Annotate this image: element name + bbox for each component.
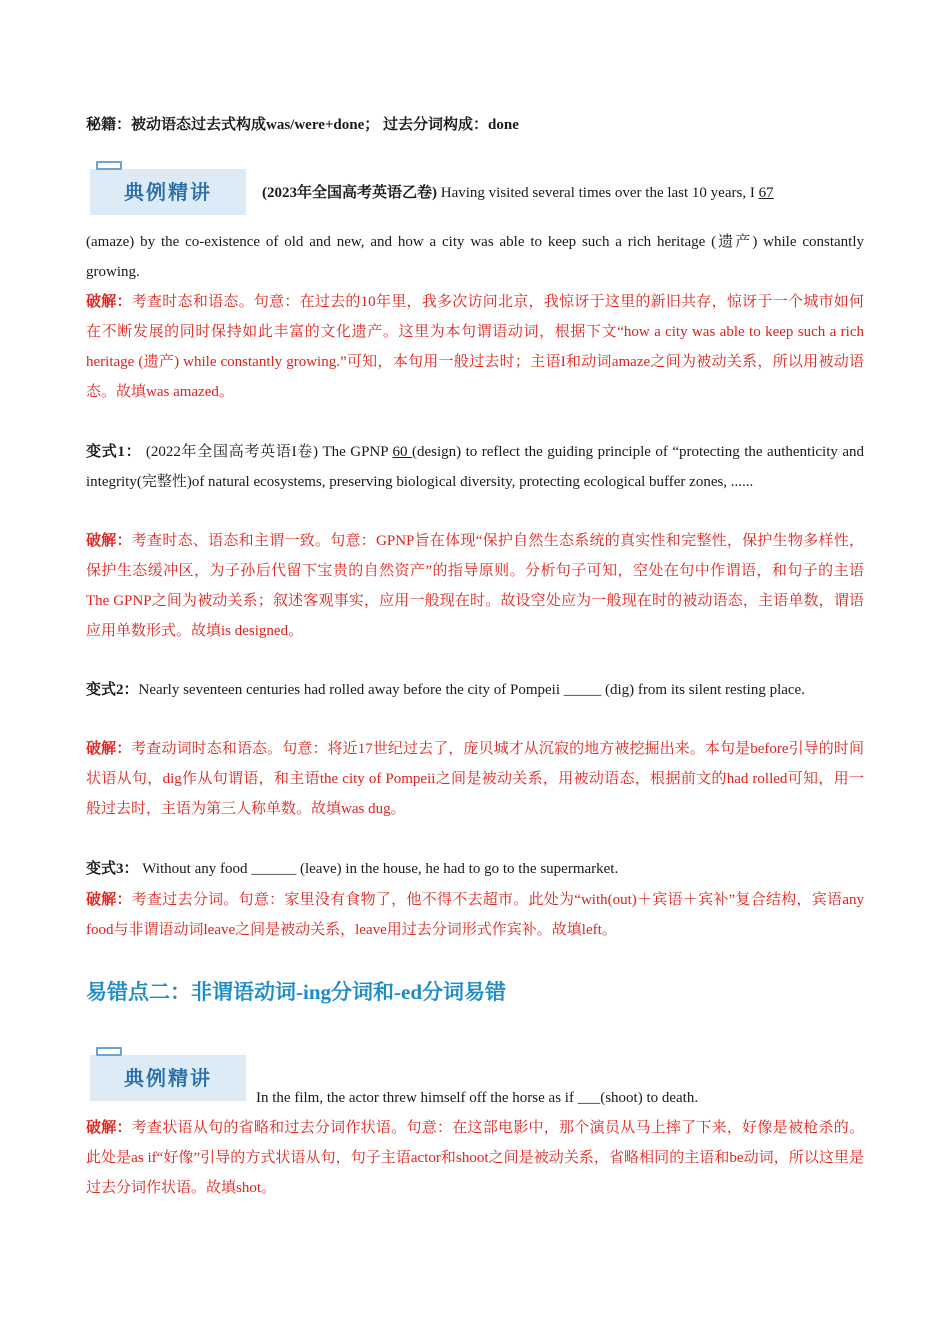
example-badge (90, 1055, 246, 1101)
example1-text-before: Having visited several times over the last 10 years, I (437, 185, 759, 201)
analysis-label: 破解： (86, 294, 132, 310)
example1-blank: 67 (758, 185, 774, 201)
variant2-analysis (86, 734, 864, 824)
variant1-text-before: (2022年全国高考英语I卷) The GPNP (141, 444, 393, 460)
variant3-label: 变式3： (86, 861, 139, 877)
analysis-label: 破解： (86, 1120, 132, 1136)
analysis-text: 考查时态、语态和主谓一致。句意：GPNP旨在体现“保护自然生态系统的真实性和完整性，保护生物多样性，保护生态缓冲区，为子孙后代留下宝贵的自然资产”的指导原则。分析句子可知，空处在句中作谓语，和句子的主语The GPNP之间为被动关系；叙述客观事实，应用一般现在时。故设空处应为一般现在时的被动语态，主语单数，谓语应用单数形式。故填is designed。 (86, 533, 864, 639)
variant1-text-after: (design) to reflect the guiding principle of “protecting the authenticity and integrity(完整性)of natural ecosystems, preserving biological diversity, protecting ecological buffer zones, ...... (86, 444, 864, 490)
analysis-label: 破解： (86, 533, 132, 549)
analysis-text: 考查状语从句的省略和过去分词作状语。句意：在这部电影中，那个演员从马上摔了下来，好像是被枪杀的。此处是as if“好像”引导的方式状语从句，句子主语actor和shoot之间是被动关系，省略相同的主语和be动词，所以这里是过去分词作状语。故填shot。 (86, 1120, 864, 1196)
variant2-label: 变式2： (86, 682, 139, 698)
example1-text-after: (amaze) by the co-existence of old and new, and how a city was able to keep such a rich heritage (遗产) while constantly growing. (86, 234, 864, 280)
analysis-text: 考查过去分词。句意：家里没有食物了，他不得不去超市。此处为“with(out)＋宾语＋宾补”复合结构，宾语any food与非谓语动词leave之间是被动关系，leave用过去分词形式作宾补。故填left。 (86, 892, 864, 938)
variant1-analysis (86, 526, 864, 646)
variant1-blank: 60 (392, 444, 412, 460)
analysis-label: 破解： (86, 892, 132, 908)
variant3-analysis (86, 885, 864, 945)
variant1-question (86, 437, 864, 497)
section-heading: 易错点二：非谓语动词-ing分词和-ed分词易错 (86, 980, 506, 1004)
badge-label: 典例精讲 (124, 1066, 212, 1090)
badge-label: 典例精讲 (124, 180, 212, 204)
example1-question (86, 178, 864, 208)
variant1-label: 变式1： (86, 444, 142, 460)
analysis-text: 考查时态和语态。句意：在过去的10年里，我多次访问北京，我惊讶于这里的新旧共存，惊讶于一个城市如何在不断发展的同时保持如此丰富的文化遗产。这里为本句谓语动词，根据下文“how a city was able to keep such a rich heritage (遗产) while constantly growing.”可知，本句用一般过去时；主语I和动词amaze之间为被动关系，所以用被动语态。故填was amazed。 (86, 294, 864, 400)
secret-tip: 秘籍：被动语态过去式构成was/were+done； 过去分词构成：done (86, 117, 519, 133)
variant2-question (86, 675, 864, 705)
analysis-label: 破解： (86, 741, 132, 757)
analysis-text: 考查动词时态和语态。句意：将近17世纪过去了，庞贝城才从沉寂的地方被挖掘出来。本句是before引导的时间状语从句，dig作从句谓语，和主语the city of Pompeii之间是被动关系，用被动语态，根据前文的had rolled可知，用一般过去时，主语为第三人称单数。故填was dug。 (86, 741, 864, 817)
variant2-text: Nearly seventeen centuries had rolled away before the city of Pompeii _____ (dig) from its silent resting place. (138, 682, 805, 698)
variant3-text: Without any food ______ (leave) in the house, he had to go to the supermarket. (138, 861, 619, 877)
example1-analysis (86, 287, 864, 407)
example1-question-cont (86, 227, 864, 287)
example2-analysis (86, 1113, 864, 1203)
example2-question: In the film, the actor threw himself off the horse as if ___(shoot) to death. (256, 1090, 699, 1106)
variant3-question (86, 854, 864, 884)
example1-source: (2023年全国高考英语乙卷) (262, 185, 437, 201)
